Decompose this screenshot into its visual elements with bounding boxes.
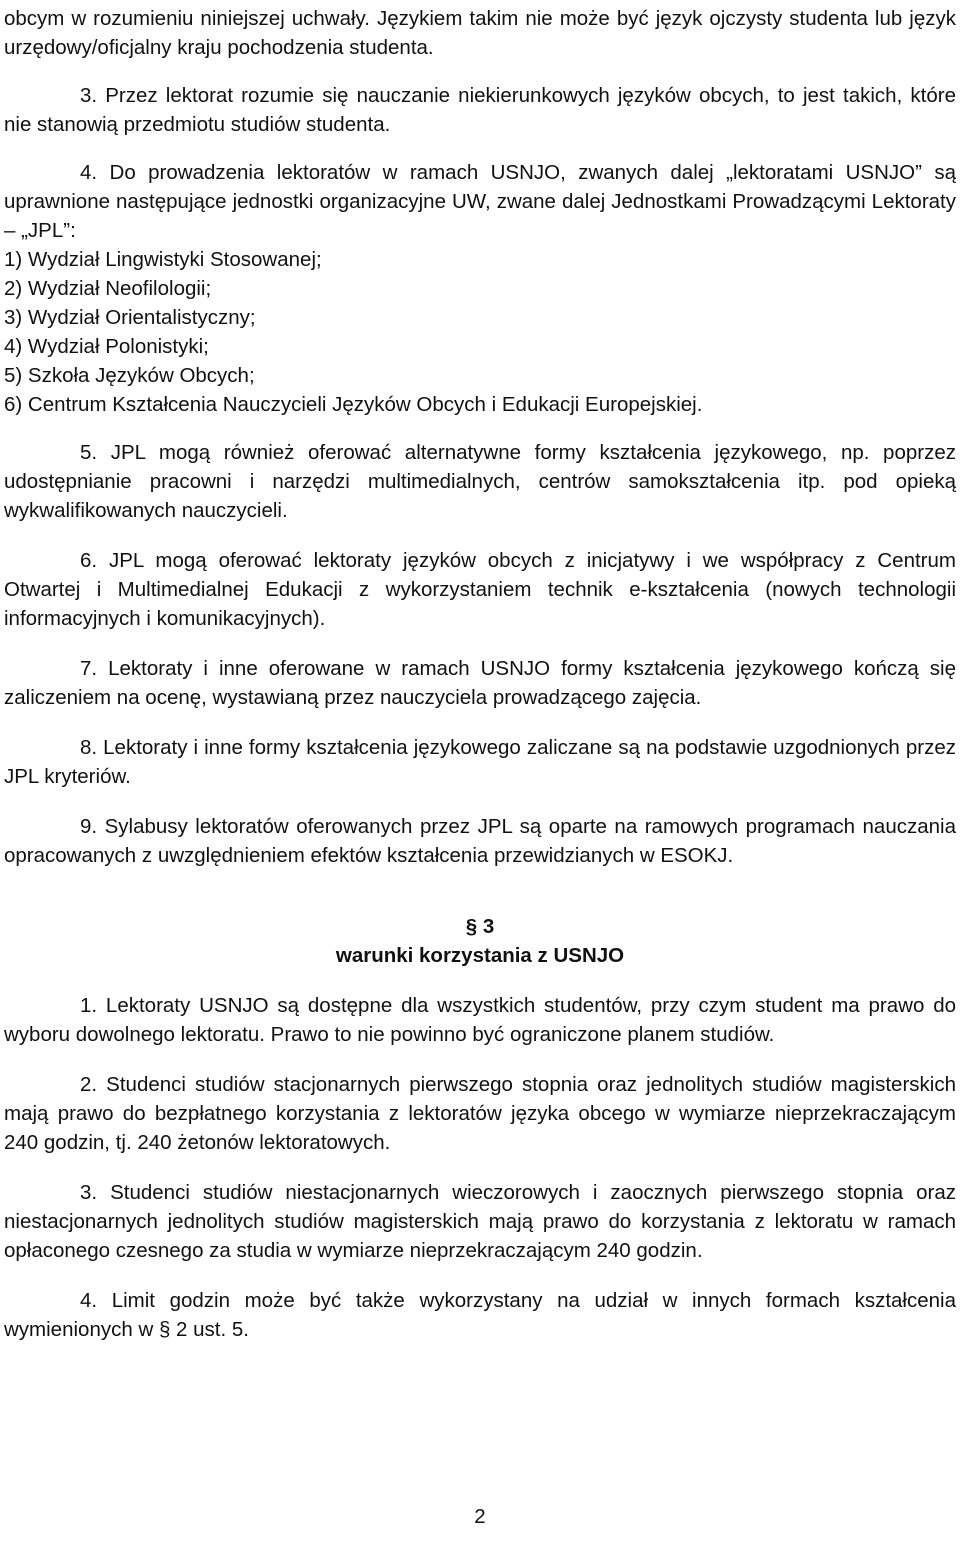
list-item: 6) Centrum Kształcenia Nauczycieli Języków Obcych i Edukacji Europejskiej.	[4, 393, 703, 416]
paragraph-8: 8. Lektoraty i inne formy kształcenia językowego zaliczane są na podstawie uzgodnionych przez JPL kryteriów.	[4, 736, 956, 788]
document-page	[4, 4, 956, 1344]
list-item: 1) Wydział Lingwistyki Stosowanej;	[4, 248, 322, 271]
section-3-paragraph-2: 2. Studenci studiów stacjonarnych pierwszego stopnia oraz jednolitych studiów magisterskich mają prawo do bezpłatnego korzystania z lektoratów języka obcego w wymiarze nieprzekraczającym 240 godzin, tj. 240 żetonów lektoratowych.	[4, 1073, 956, 1154]
list-item: 5) Szkoła Języków Obcych;	[4, 364, 255, 387]
section-title: warunki korzystania z USNJO	[335, 944, 625, 967]
units-list	[4, 245, 956, 419]
paragraph-7: 7. Lektoraty i inne oferowane w ramach USNJO formy kształcenia językowego kończą się zaliczeniem na ocenę, wystawianą przez nauczyciela prowadzącego zajęcia.	[4, 657, 956, 709]
list-item: 4) Wydział Polonistyki;	[4, 335, 209, 358]
section-3-paragraph-4: 4. Limit godzin może być także wykorzystany na udział w innych formach kształcenia wymienionych w § 2 ust. 5.	[4, 1289, 956, 1341]
paragraph-4: 4. Do prowadzenia lektoratów w ramach USNJO, zwanych dalej „lektoratami USNJO” są uprawnione następujące jednostki organizacyjne UW, zwane dalej Jednostkami Prowadzącymi Lektoraty – „JPL”:	[4, 161, 956, 242]
list-item: 2) Wydział Neofilologii;	[4, 277, 212, 300]
paragraph-3: 3. Przez lektorat rozumie się nauczanie niekierunkowych języków obcych, to jest takich, które nie stanowią przedmiotu studiów studenta.	[4, 84, 956, 136]
paragraph-9: 9. Sylabusy lektoratów oferowanych przez JPL są oparte na ramowych programach nauczania opracowanych z uwzględnieniem efektów kształcenia przewidzianych w ESOKJ.	[4, 815, 956, 867]
list-item: 3) Wydział Orientalistyczny;	[4, 306, 256, 329]
section-3-paragraph-3: 3. Studenci studiów niestacjonarnych wieczorowych i zaocznych pierwszego stopnia oraz niestacjonarnych jednolitych studiów magisterskich mają prawo do korzystania z lektoratu w ramach opłaconego czesnego za studia w wymiarze nieprzekraczającym 240 godzin.	[4, 1181, 956, 1262]
intro-paragraph: obcym w rozumieniu niniejszej uchwały. Językiem takim nie może być język ojczysty studenta lub język urzędowy/oficjalny kraju pochodzenia studenta.	[4, 7, 956, 59]
section-3-paragraph-1: 1. Lektoraty USNJO są dostępne dla wszystkich studentów, przy czym student ma prawo do wyboru dowolnego lektoratu. Prawo to nie powinno być ograniczone planem studiów.	[4, 994, 956, 1046]
paragraph-5: 5. JPL mogą również oferować alternatywne formy kształcenia językowego, np. poprzez udostępnianie pracowni i narzędzi multimedialnych, centrów samokształcenia itp. pod opieką wykwalifikowanych nauczycieli.	[4, 441, 956, 522]
paragraph-6: 6. JPL mogą oferować lektoraty języków obcych z inicjatywy i we współpracy z Centrum Otwartej i Multimedialnej Edukacji z wykorzystaniem technik e-kształcenia (nowych technologii informacyjnych i komunikacyjnych).	[4, 549, 956, 630]
section-number: § 3	[465, 915, 495, 938]
page-number: 2	[474, 1505, 486, 1528]
